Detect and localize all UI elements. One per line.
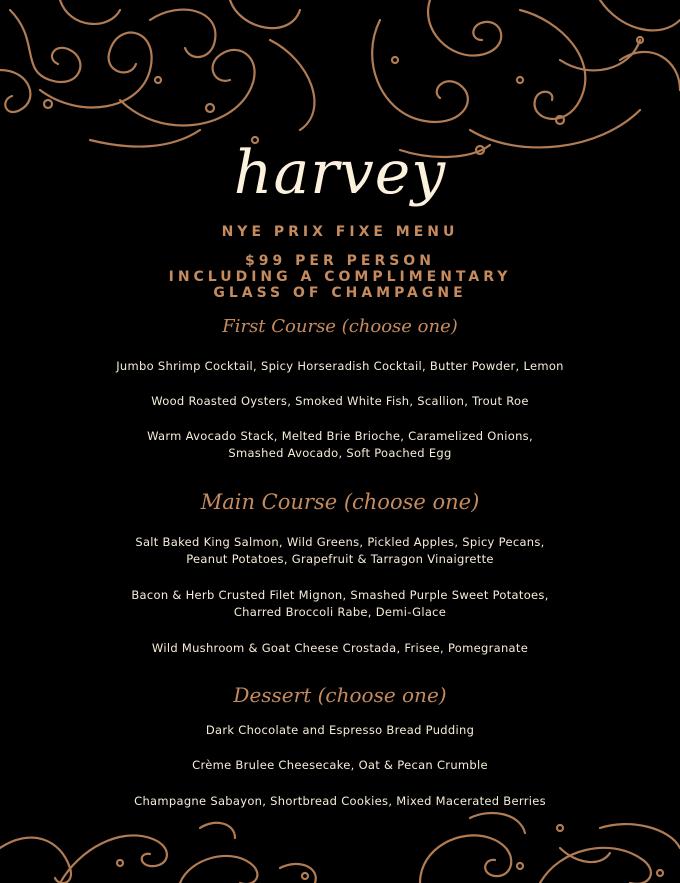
main-course-title: Main Course (choose one) (200, 490, 480, 514)
price-block (0, 253, 680, 301)
main-course-item: Bacon & Herb Crusted Filet Mignon, Smashed Purple Sweet Potatoes, Charred Broccoli Rabe, Demi-Glace (131, 588, 549, 619)
dessert-item: Crème Brulee Cheesecake, Oat & Pecan Crumble (192, 758, 488, 772)
dessert-title: Dessert (choose one) (233, 683, 447, 707)
price-line: GLASS OF CHAMPAGNE (213, 285, 467, 301)
menu-title: NYE PRIX FIXE MENU (221, 224, 459, 240)
first-course-title: First Course (choose one) (222, 316, 458, 337)
restaurant-logo: harvey (233, 138, 447, 208)
main-course-item: Salt Baked King Salmon, Wild Greens, Pickled Apples, Spicy Pecans, Peanut Potatoes, Grapefruit & Tarragon Vinaigrette (135, 535, 545, 566)
first-course-item: Warm Avocado Stack, Melted Brie Brioche, Caramelized Onions, Smashed Avocado, Soft Poached Egg (147, 429, 533, 460)
first-course-item: Jumbo Shrimp Cocktail, Spicy Horseradish Cocktail, Butter Powder, Lemon (116, 359, 564, 373)
first-course-item: Wood Roasted Oysters, Smoked White Fish, Scallion, Trout Roe (151, 394, 529, 408)
dessert-item: Dark Chocolate and Espresso Bread Pudding (205, 723, 475, 737)
price-line: INCLUDING A COMPLIMENTARY (168, 269, 512, 285)
price-line: $99 PER PERSON (245, 253, 435, 269)
bottom-floral-ornament-icon (0, 808, 680, 883)
dessert-item: Champagne Sabayon, Shortbread Cookies, Mixed Macerated Berries (134, 794, 546, 808)
main-course-item: Wild Mushroom & Goat Cheese Crostada, Frisee, Pomegranate (151, 641, 529, 655)
